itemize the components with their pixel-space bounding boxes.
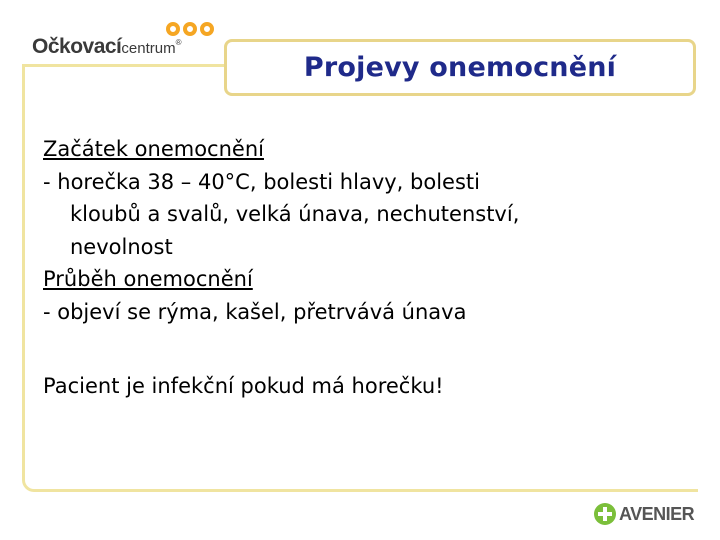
page-title: Projevy onemocnění <box>303 52 617 83</box>
logo-sub-text: centrum <box>121 40 176 57</box>
note-text: Pacient je infekční pokud má horečku! <box>43 374 444 398</box>
logo-main-text: Očkovací <box>32 35 122 58</box>
green-cross-icon <box>594 503 616 525</box>
text-line: - objeví se rýma, kašel, přetrvává únava <box>43 299 467 324</box>
avenier-logo <box>594 503 704 529</box>
logo-registered-mark: ® <box>175 38 181 47</box>
text-line: nevolnost <box>70 234 173 259</box>
text-line: kloubů a svalů, velká únava, nechutenství, <box>70 202 520 226</box>
text-line: - horečka 38 – 40°C, bolesti hlavy, bolesti <box>43 169 480 194</box>
frame-top-line <box>22 64 232 67</box>
title-box <box>224 39 696 96</box>
section-heading: Průběh onemocnění <box>43 267 253 291</box>
section-heading: Začátek onemocnění <box>43 137 264 161</box>
slide-content <box>43 133 683 403</box>
avenier-logo-text: AVENIER <box>619 504 695 524</box>
ockovaci-centrum-logo <box>32 22 232 62</box>
